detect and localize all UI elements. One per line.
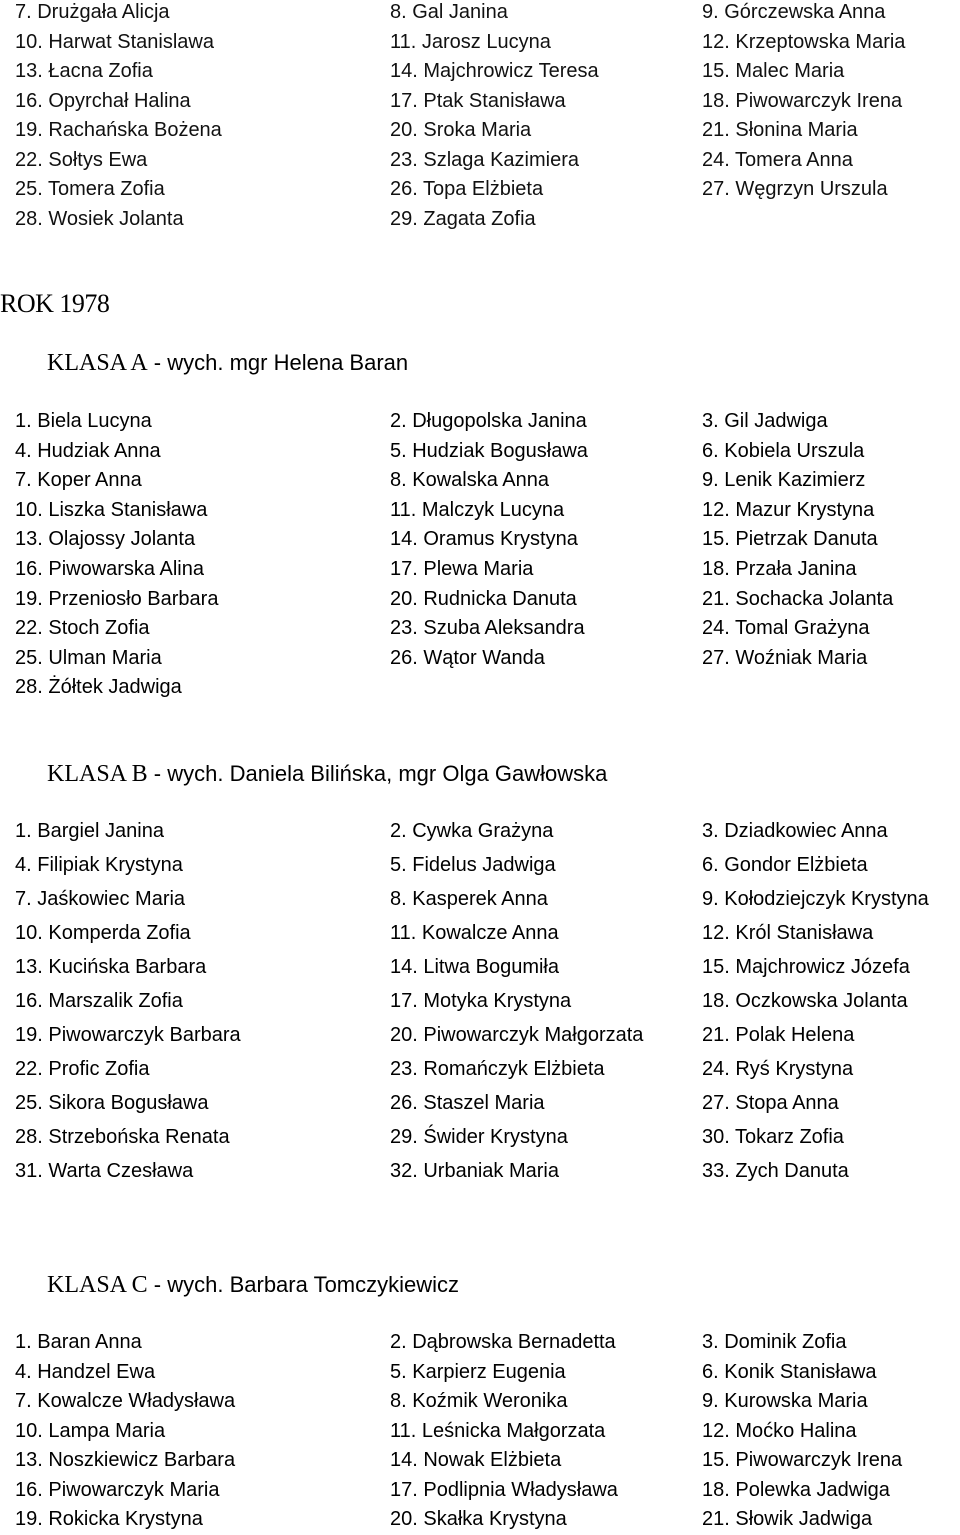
list-item: 11. Jarosz Lucyna xyxy=(390,30,551,53)
class-b-label: KLASA B xyxy=(47,761,148,787)
list-item: 6. Kobiela Urszula xyxy=(702,439,865,462)
list-item xyxy=(390,673,702,703)
list-item: 19. Rachańska Bożena xyxy=(15,119,222,141)
list-item: 15. Majchrowicz Józefa xyxy=(702,956,910,978)
list-item: 16. Marszalik Zofia xyxy=(15,990,183,1012)
list-item: 28. Żółtek Jadwiga xyxy=(15,676,182,699)
list-item: 30. Tokarz Zofia xyxy=(702,1126,844,1148)
list-item: 14. Majchrowicz Teresa xyxy=(390,60,599,82)
list-item: 23. Romańczyk Elżbieta xyxy=(390,1058,605,1080)
list-item: 29. Zagata Zofia xyxy=(390,207,536,230)
list-item: 12. Mazur Krystyna xyxy=(702,498,875,521)
list-item: 13. Olajossy Jolanta xyxy=(15,528,196,551)
list-item: 12. Krzeptowska Maria xyxy=(702,30,906,53)
list-item: 18. Oczkowska Jolanta xyxy=(702,990,908,1012)
list-item: 24. Tomera Anna xyxy=(702,148,853,171)
list-item: 8. Kasperek Anna xyxy=(390,888,548,910)
list-item: 7. Jaśkowiec Maria xyxy=(15,888,186,910)
list-item: 31. Warta Czesława xyxy=(15,1160,194,1182)
list-item: 19. Przeniosło Barbara xyxy=(15,587,219,610)
list-item: 9. Kołodziejczyk Krystyna xyxy=(702,888,929,910)
list-item: 6. Gondor Elżbieta xyxy=(702,854,868,876)
list-item: 13. Łacna Zofia xyxy=(15,60,153,82)
list-item: 18. Przała Janina xyxy=(702,557,857,580)
class-c-teacher: - wych. Barbara Tomczykiewicz xyxy=(147,1272,460,1297)
list-item: 9. Kurowska Maria xyxy=(702,1390,868,1412)
class-c-heading xyxy=(47,1270,459,1300)
list-item: 3. Dominik Zofia xyxy=(702,1331,847,1353)
list-item xyxy=(702,207,960,237)
list-item: 20. Skałka Krystyna xyxy=(390,1508,567,1530)
list-item: 13. Noszkiewicz Barbara xyxy=(15,1449,236,1471)
list-item: 16. Piwowarczyk Maria xyxy=(15,1478,220,1501)
list-item: 19. Piwowarczyk Barbara xyxy=(15,1024,241,1046)
list-item: 7. Kowalcze Władysława xyxy=(15,1390,236,1412)
list-item: 7. Koper Anna xyxy=(15,469,142,492)
list-item: 21. Sochacka Jolanta xyxy=(702,587,894,610)
list-item: 14. Litwa Bogumiła xyxy=(390,956,559,978)
list-item: 27. Węgrzyn Urszula xyxy=(702,178,888,200)
list-item: 14. Oramus Krystyna xyxy=(390,528,578,551)
list-item: 29. Świder Krystyna xyxy=(390,1126,568,1148)
list-item: 15. Pietrzak Danuta xyxy=(702,528,878,551)
year-heading: ROK 1978 xyxy=(0,289,110,318)
list-item: 33. Zych Danuta xyxy=(702,1160,849,1182)
list-item: 20. Rudnicka Danuta xyxy=(390,587,577,610)
list-item: 6. Konik Stanisława xyxy=(702,1360,877,1383)
list-item: 26. Staszel Maria xyxy=(390,1092,545,1114)
list-item: 15. Piwowarczyk Irena xyxy=(702,1449,903,1471)
list-item: 27. Stopa Anna xyxy=(702,1092,839,1114)
list-item: 17. Ptak Stanisława xyxy=(390,89,566,112)
list-item: 17. Plewa Maria xyxy=(390,557,534,580)
class-a-heading xyxy=(47,348,408,378)
list-item: 11. Kowalcze Anna xyxy=(390,922,559,944)
list-item: 24. Tomal Grażyna xyxy=(702,617,870,640)
class-a-student-list xyxy=(15,407,960,703)
list-item: 2. Długopolska Janina xyxy=(390,410,587,432)
list-item: 10. Lampa Maria xyxy=(15,1419,166,1442)
list-item: 22. Stoch Zofia xyxy=(15,617,150,640)
list-item: 4. Filipiak Krystyna xyxy=(15,854,183,876)
list-item: 5. Fidelus Jadwiga xyxy=(390,854,556,876)
list-item: 1. Bargiel Janina xyxy=(15,820,164,842)
class-a-teacher: - wych. mgr Helena Baran xyxy=(147,350,409,375)
class-c-label: KLASA C xyxy=(47,1272,148,1298)
list-item: 26. Topa Elżbieta xyxy=(390,178,544,200)
class-c-student-list xyxy=(15,1328,960,1535)
list-item: 21. Polak Helena xyxy=(702,1024,855,1046)
list-item: 3. Dziadkowiec Anna xyxy=(702,820,888,842)
list-item: 19. Rokicka Krystyna xyxy=(15,1508,203,1530)
list-item: 18. Polewka Jadwiga xyxy=(702,1478,890,1501)
list-item: 21. Słowik Jadwiga xyxy=(702,1508,873,1530)
list-item: 10. Harwat Stanislawa xyxy=(15,30,214,53)
list-item: 4. Hudziak Anna xyxy=(15,439,161,462)
list-item: 10. Liszka Stanisława xyxy=(15,498,208,521)
list-item: 23. Szlaga Kazimiera xyxy=(390,148,579,171)
list-item: 9. Górczewska Anna xyxy=(702,1,886,23)
list-item: 21. Słonina Maria xyxy=(702,119,858,141)
list-item: 17. Podlipnia Władysława xyxy=(390,1478,618,1501)
list-item: 28. Strzebońska Renata xyxy=(15,1126,230,1148)
list-item: 9. Lenik Kazimierz xyxy=(702,469,866,492)
class-b-student-list xyxy=(15,816,960,1190)
list-item: 26. Wątor Wanda xyxy=(390,646,545,669)
list-item: 2. Dąbrowska Bernadetta xyxy=(390,1331,616,1353)
list-item: 18. Piwowarczyk Irena xyxy=(702,89,903,112)
list-item: 1. Biela Lucyna xyxy=(15,410,152,432)
list-item: 13. Kucińska Barbara xyxy=(15,956,207,978)
list-item: 2. Cywka Grażyna xyxy=(390,820,554,842)
list-item: 23. Szuba Aleksandra xyxy=(390,617,585,640)
list-item: 4. Handzel Ewa xyxy=(15,1360,156,1383)
list-item: 8. Koźmik Weronika xyxy=(390,1390,568,1412)
list-item: 7. Drużgała Alicja xyxy=(15,1,170,23)
list-item: 16. Piwowarska Alina xyxy=(15,557,204,580)
list-item: 10. Komperda Zofia xyxy=(15,922,191,944)
list-item: 24. Ryś Krystyna xyxy=(702,1058,854,1080)
list-item: 17. Motyka Krystyna xyxy=(390,990,572,1012)
class-a-label: KLASA A xyxy=(47,350,148,376)
list-item: 27. Woźniak Maria xyxy=(702,646,868,669)
list-item: 28. Wosiek Jolanta xyxy=(15,207,184,230)
list-item: 25. Tomera Zofia xyxy=(15,178,165,200)
class-b-teacher: - wych. Daniela Bilińska, mgr Olga Gawłowska xyxy=(147,761,608,786)
list-item: 22. Profic Zofia xyxy=(15,1058,150,1080)
list-item: 11. Leśnicka Małgorzata xyxy=(390,1419,606,1442)
list-item: 12. Król Stanisława xyxy=(702,922,874,944)
list-item: 1. Baran Anna xyxy=(15,1331,142,1353)
list-item: 8. Gal Janina xyxy=(390,1,508,23)
list-item: 20. Piwowarczyk Małgorzata xyxy=(390,1024,644,1046)
list-item: 32. Urbaniak Maria xyxy=(390,1160,559,1182)
list-item: 15. Malec Maria xyxy=(702,60,845,82)
list-item: 11. Malczyk Lucyna xyxy=(390,498,565,521)
list-item: 16. Opyrchał Halina xyxy=(15,89,191,112)
list-item: 22. Sołtys Ewa xyxy=(15,148,148,171)
list-item: 12. Moćko Halina xyxy=(702,1419,857,1442)
list-item: 14. Nowak Elżbieta xyxy=(390,1449,562,1471)
list-item: 3. Gil Jadwiga xyxy=(702,410,828,432)
class-b-heading xyxy=(47,759,607,789)
list-item: 5. Karpierz Eugenia xyxy=(390,1360,566,1383)
previous-class-list xyxy=(15,0,960,236)
list-item xyxy=(702,673,960,703)
list-item: 20. Sroka Maria xyxy=(390,119,532,141)
list-item: 5. Hudziak Bogusława xyxy=(390,439,588,462)
list-item: 8. Kowalska Anna xyxy=(390,469,549,492)
list-item: 25. Sikora Bogusława xyxy=(15,1092,209,1114)
list-item: 25. Ulman Maria xyxy=(15,646,162,669)
